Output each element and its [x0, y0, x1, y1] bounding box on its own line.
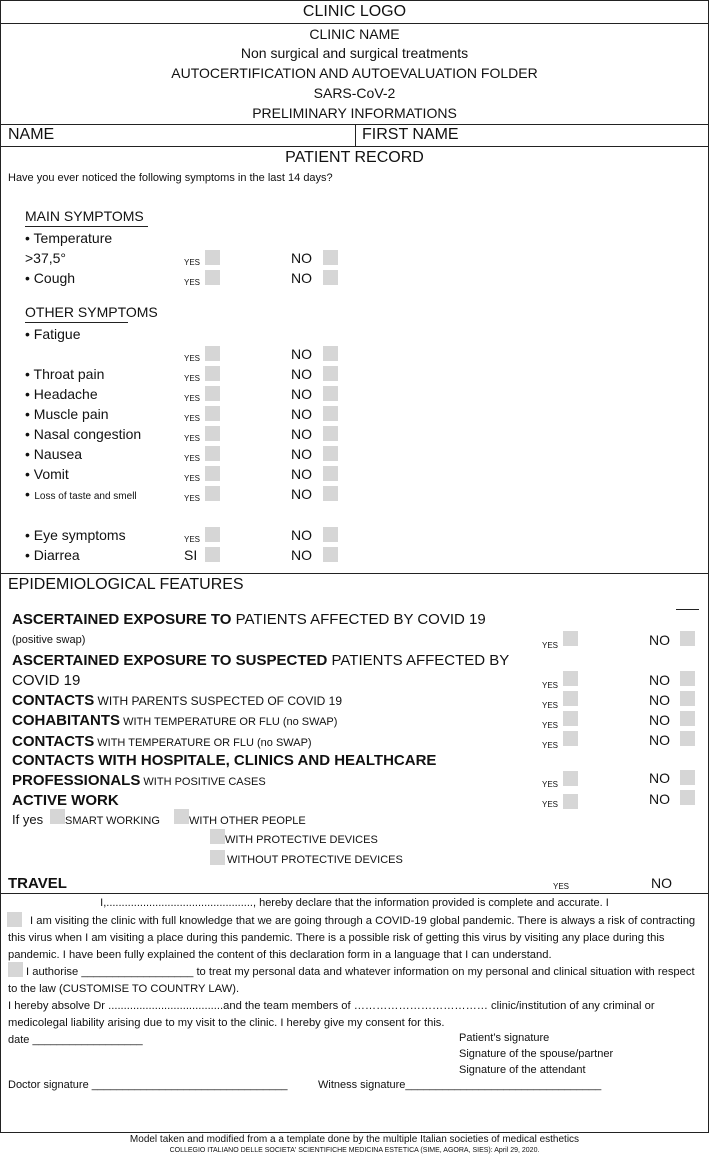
yes-checkbox[interactable]: [205, 426, 220, 441]
symptom-headache: • Headache: [25, 386, 98, 402]
heading-underline: [25, 322, 128, 323]
yes-checkbox[interactable]: [205, 446, 220, 461]
other-people-checkbox[interactable]: [174, 809, 189, 824]
no-checkbox[interactable]: [680, 671, 695, 686]
no-checkbox[interactable]: [323, 386, 338, 401]
yes-checkbox[interactable]: [205, 346, 220, 361]
yes-checkbox[interactable]: [205, 270, 220, 285]
no-label: NO: [291, 366, 312, 382]
yes-label: YES: [184, 434, 201, 443]
no-label: NO: [291, 466, 312, 482]
yes-label: YES: [184, 354, 201, 363]
yes-label: YES: [184, 258, 201, 267]
no-label: NO: [649, 692, 670, 708]
symptom-temperature: • Temperature: [25, 230, 113, 246]
no-checkbox[interactable]: [680, 711, 695, 726]
no-checkbox[interactable]: [323, 466, 338, 481]
no-label: NO: [649, 672, 670, 688]
yes-checkbox[interactable]: [563, 691, 578, 706]
yes-checkbox[interactable]: [205, 250, 220, 265]
epi-contacts-parents: CONTACTS WITH PARENTS SUSPECTED OF COVID 19: [12, 692, 343, 709]
no-label: NO: [649, 732, 670, 748]
smart-working-checkbox[interactable]: [50, 809, 65, 824]
patient-signature[interactable]: Patient’s signature: [459, 1032, 550, 1044]
yes-label: YES: [542, 780, 559, 789]
epi-professionals: PROFESSIONALS WITH POSITIVE CASES: [12, 772, 266, 789]
no-checkbox[interactable]: [323, 426, 338, 441]
no-checkbox[interactable]: [680, 691, 695, 706]
patient-record-title: PATIENT RECORD: [285, 149, 424, 166]
symptom-cough: • Cough: [25, 270, 76, 286]
clinic-logo: CLINIC LOGO: [302, 3, 407, 20]
yes-label: YES: [542, 681, 559, 690]
yes-checkbox[interactable]: [563, 631, 578, 646]
si-label: SI: [184, 547, 198, 563]
yes-checkbox[interactable]: [563, 731, 578, 746]
epi-cohabitants: COHABITANTS WITH TEMPERATURE OR FLU (no SWAP): [12, 712, 338, 729]
folder-title: AUTOCERTIFICATION AND AUTOEVALUATION FOLDER: [171, 65, 538, 81]
no-label: NO: [649, 632, 670, 648]
yes-checkbox[interactable]: [563, 794, 578, 809]
epi-contacts-temperature: CONTACTS WITH TEMPERATURE OR FLU (no SWAP): [12, 733, 312, 750]
epi-suspected-line2: COVID 19: [12, 672, 81, 689]
no-checkbox[interactable]: [323, 446, 338, 461]
yes-checkbox[interactable]: [205, 386, 220, 401]
main-symptoms-heading: MAIN SYMPTOMS: [25, 208, 144, 224]
epi-if-yes: If yes: [12, 812, 44, 827]
protective-label: WITH PROTECTIVE DEVICES: [225, 834, 378, 846]
no-label: NO: [291, 386, 312, 402]
no-checkbox[interactable]: [680, 631, 695, 646]
name-label: NAME: [8, 126, 55, 143]
blank-line: [676, 609, 699, 610]
symptom-nausea: • Nausea: [25, 446, 83, 462]
no-label: NO: [649, 770, 670, 786]
yes-checkbox[interactable]: [205, 547, 220, 562]
epi-hospital: CONTACTS WITH HOSPITALE, CLINICS AND HEALTHCARE: [12, 752, 437, 769]
protective-checkbox[interactable]: [210, 829, 225, 844]
no-label: NO: [291, 446, 312, 462]
no-checkbox[interactable]: [323, 346, 338, 361]
yes-label: YES: [553, 882, 570, 891]
yes-label: YES: [542, 721, 559, 730]
heading-underline: [25, 226, 148, 227]
spouse-signature[interactable]: Signature of the spouse/partner: [459, 1048, 614, 1060]
no-checkbox[interactable]: [323, 366, 338, 381]
treatments: Non surgical and surgical treatments: [240, 45, 469, 61]
no-label: NO: [291, 250, 312, 266]
no-label: NO: [291, 346, 312, 362]
visiting-statement: I am visiting the clinic with full knowledge that we are going through a COVID-19 global pandemic. There is always a risk of contracting this virus when I am visiting a place during this pandemic. There is a possible risk of getting this virus by visiting any place during this pandemic. I have been fully explained the content of this declaration form in a language that I can understand.: [8, 915, 696, 961]
no-checkbox[interactable]: [323, 486, 338, 501]
footer-credit: COLLEGIO ITALIANO DELLE SOCIETA' SCIENTIFICHE MEDICINA ESTETICA (SIME, AGORA, SIES): April 29, 2020.: [169, 1147, 540, 1154]
other-people-label: WITH OTHER PEOPLE: [189, 815, 306, 827]
yes-checkbox[interactable]: [205, 366, 220, 381]
symptom-fatigue: • Fatigue: [25, 326, 81, 342]
no-label: NO: [291, 270, 312, 286]
doctor-signature[interactable]: Doctor signature ________________________________: [8, 1079, 288, 1091]
yes-label: YES: [184, 374, 201, 383]
divider: [0, 893, 709, 894]
yes-label: YES: [184, 278, 201, 287]
divider: [0, 23, 709, 24]
symptom-muscle-pain: • Muscle pain: [25, 406, 109, 422]
date-field[interactable]: date __________________: [8, 1034, 143, 1046]
no-checkbox[interactable]: [323, 527, 338, 542]
no-label: NO: [291, 406, 312, 422]
yes-label: YES: [542, 701, 559, 710]
epi-active-work: ACTIVE WORK: [12, 792, 119, 809]
no-checkbox[interactable]: [680, 731, 695, 746]
yes-label: YES: [184, 394, 201, 403]
no-label: NO: [291, 527, 312, 543]
absolve-statement: I hereby absolve Dr .....................................and the team members of ……………………………… clinic/institution of any criminal or medicolegal liability arising due to my visit to the clinic. I hereby give my consent for this.: [8, 1000, 655, 1029]
no-label: NO: [651, 875, 672, 891]
no-checkbox[interactable]: [323, 250, 338, 265]
yes-checkbox[interactable]: [563, 711, 578, 726]
footer-source: Model taken and modified from a a template done by the multiple Italian societies of medical esthetics: [129, 1134, 580, 1145]
symptom-loss-taste-smell: • Loss of taste and smell: [25, 486, 137, 502]
yes-checkbox[interactable]: [205, 406, 220, 421]
no-label: NO: [649, 712, 670, 728]
yes-checkbox[interactable]: [205, 486, 220, 501]
clinic-name: CLINIC NAME: [309, 26, 400, 42]
witness-signature[interactable]: Witness signature________________________________: [318, 1079, 602, 1091]
yes-label: YES: [542, 641, 559, 650]
no-label: NO: [291, 547, 312, 563]
epi-suspected: ASCERTAINED EXPOSURE TO SUSPECTED PATIENTS AFFECTED BY: [12, 652, 510, 669]
yes-label: YES: [542, 800, 559, 809]
yes-label: YES: [184, 535, 201, 544]
virus-name: SARS-CoV-2: [313, 85, 396, 101]
authorise-statement: I authorise __________________ to treat my personal data and whatever information on my personal and clinical situation with respect to the law (CUSTOMISE TO COUNTRY LAW).: [8, 966, 695, 995]
symptom-eye: • Eye symptoms: [25, 527, 126, 543]
no-checkbox[interactable]: [323, 270, 338, 285]
epi-exposure: ASCERTAINED EXPOSURE TO PATIENTS AFFECTED BY COVID 19: [12, 611, 486, 628]
no-label: NO: [649, 791, 670, 807]
symptom-temperature-value: >37,5°: [25, 250, 67, 266]
other-symptoms-heading: OTHER SYMPTOMS: [25, 304, 158, 320]
divider: [0, 146, 709, 147]
declaration-line: I,................................................, hereby declare that the information provided is complete and accurate. I: [100, 897, 609, 909]
symptom-vomit: • Vomit: [25, 466, 69, 482]
symptom-nasal-congestion: • Nasal congestion: [25, 426, 142, 442]
no-label: NO: [291, 426, 312, 442]
epi-title: EPIDEMIOLOGICAL FEATURES: [8, 576, 244, 593]
epi-travel: TRAVEL: [8, 875, 67, 892]
no-checkbox[interactable]: [680, 790, 695, 805]
yes-checkbox[interactable]: [205, 527, 220, 542]
no-protective-checkbox[interactable]: [210, 850, 225, 865]
symptom-throat-pain: • Throat pain: [25, 366, 105, 382]
yes-label: YES: [184, 454, 201, 463]
smart-working-label: SMART WORKING: [65, 815, 160, 827]
no-checkbox[interactable]: [680, 770, 695, 785]
preliminary-title: PRELIMINARY INFORMATIONS: [252, 105, 457, 121]
no-checkbox[interactable]: [323, 406, 338, 421]
symptoms-question: Have you ever noticed the following symptoms in the last 14 days?: [8, 172, 333, 184]
yes-label: YES: [542, 741, 559, 750]
yes-checkbox[interactable]: [563, 771, 578, 786]
yes-checkbox[interactable]: [563, 671, 578, 686]
yes-label: YES: [184, 474, 201, 483]
epi-exposure-sub: (positive swap): [12, 634, 86, 646]
attendant-signature[interactable]: Signature of the attendant: [459, 1064, 586, 1076]
yes-label: YES: [184, 494, 201, 503]
yes-label: YES: [184, 414, 201, 423]
first-name-label: FIRST NAME: [362, 126, 459, 143]
no-checkbox[interactable]: [323, 547, 338, 562]
no-protective-label: WITHOUT PROTECTIVE DEVICES: [227, 854, 403, 866]
divider: [0, 573, 709, 574]
no-label: NO: [291, 486, 312, 502]
yes-checkbox[interactable]: [205, 466, 220, 481]
divider: [355, 124, 356, 146]
symptom-diarrea: • Diarrea: [25, 547, 80, 563]
